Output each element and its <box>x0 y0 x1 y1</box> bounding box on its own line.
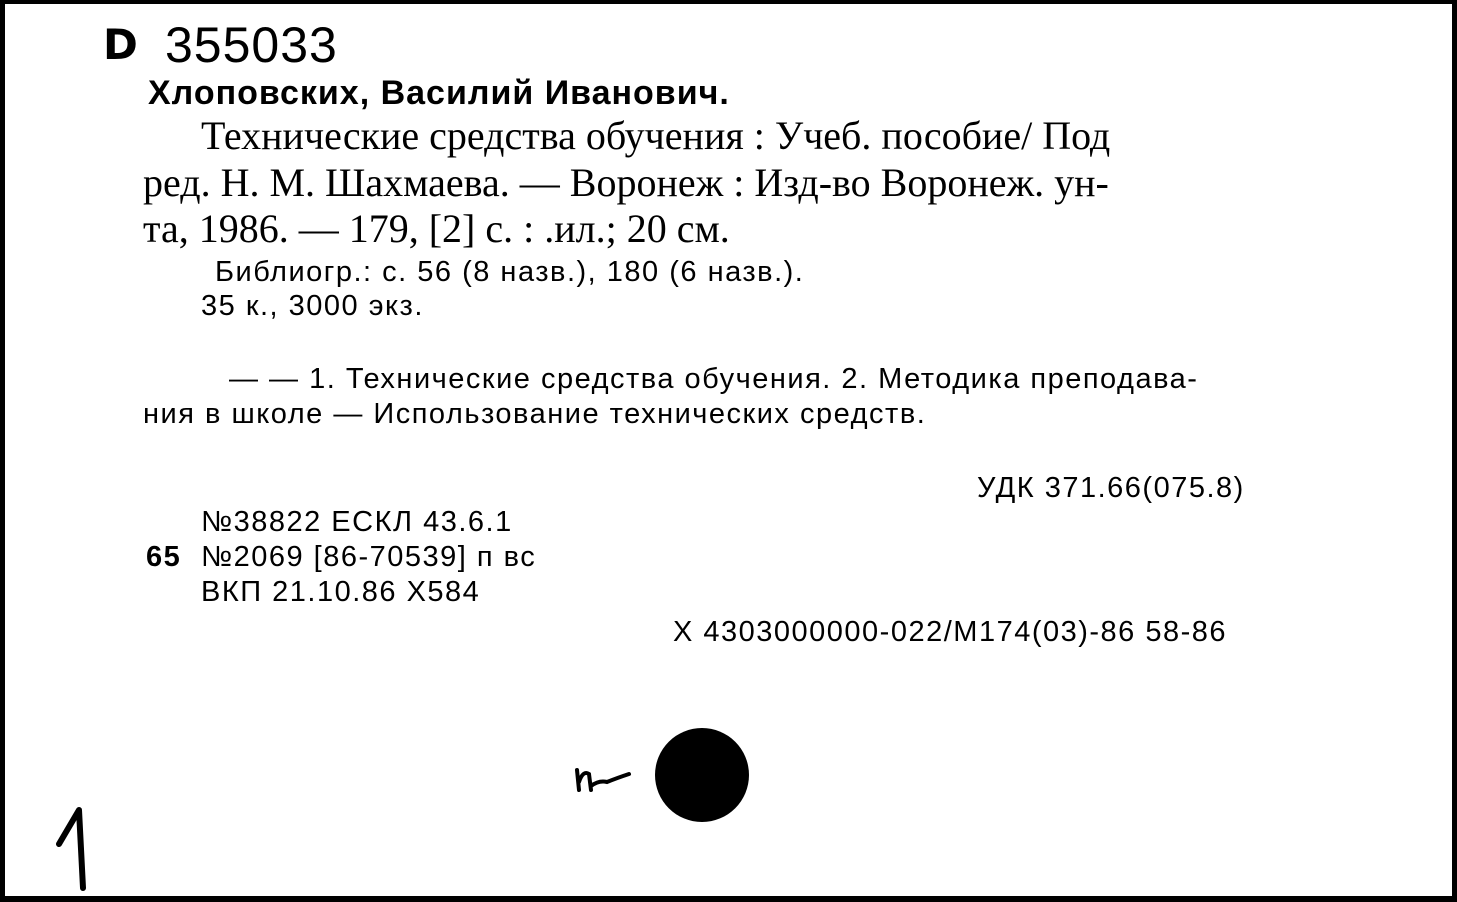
udc-code: УДК 371.66(075.8) <box>977 472 1245 504</box>
subjects-line-1: — — 1. Технические средства обучения. 2. Методика преподава- <box>229 363 1199 395</box>
handwritten-mark-icon <box>573 760 633 796</box>
registry-line-2: №2069 [86-70539] п вс <box>201 541 537 573</box>
catalog-card <box>5 4 1452 896</box>
call-prefix: D <box>103 20 138 69</box>
call-number: 355033 <box>165 17 338 73</box>
handwritten-mark <box>573 760 633 801</box>
bibliography-note: Библиогр.: с. 56 (8 назв.), 180 (6 назв.). <box>215 256 805 288</box>
registry-line-1: №38822 ЕСКЛ 43.6.1 <box>201 506 513 538</box>
title-line-2: ред. Н. М. Шахмаева. — Воронеж : Изд-во Воронеж. ун- <box>143 160 1109 205</box>
registry-line-2-number: 65 <box>146 541 182 573</box>
price-print-run: 35 к., 3000 экз. <box>201 290 424 322</box>
title-line-1: Технические средства обучения : Учеб. пособие/ Под <box>201 113 1111 158</box>
index-code: Х 4303000000-022/М174(03)-86 58-86 <box>673 616 1228 648</box>
handwritten-one-icon <box>53 804 93 894</box>
registry-line-3: ВКП 21.10.86 Х584 <box>201 576 481 608</box>
subjects-line-2: ния в школе — Использование технических средств. <box>143 398 927 430</box>
title-line-3: та, 1986. — 179, [2] с. : .ил.; 20 см. <box>143 206 730 251</box>
handwritten-number <box>53 804 93 899</box>
punch-hole-dot <box>655 728 749 822</box>
author-name: Хлоповских, Василий Иванович. <box>148 74 730 112</box>
